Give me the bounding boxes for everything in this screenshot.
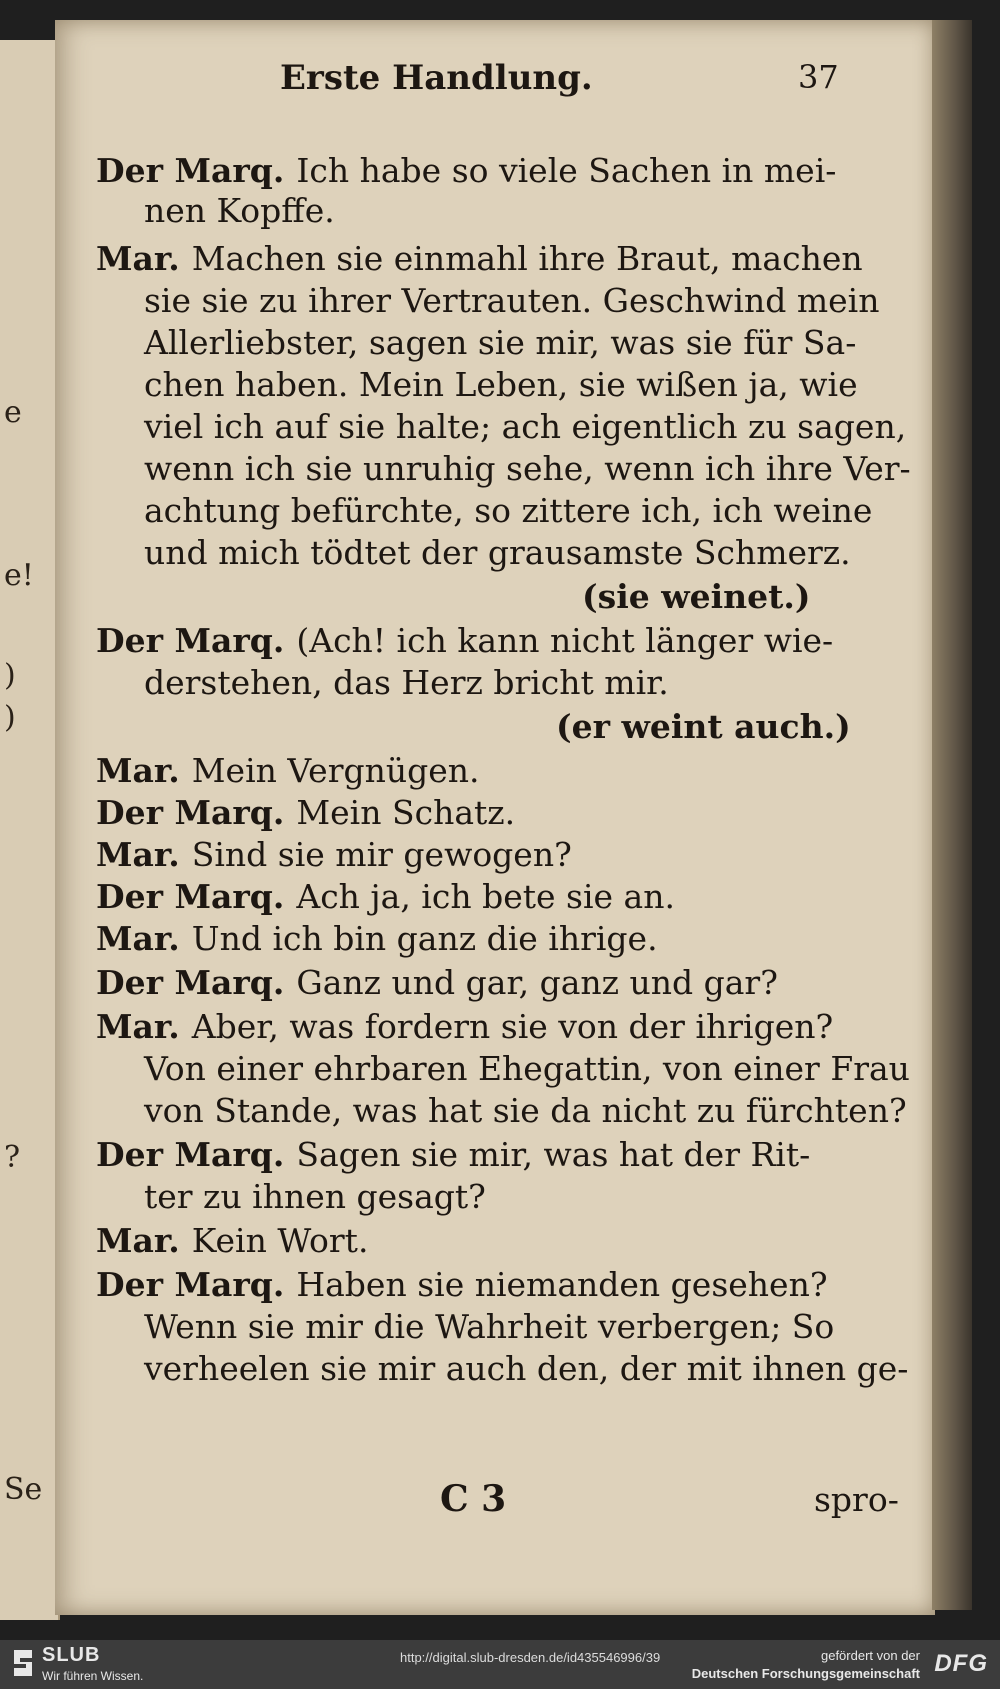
funded-by-line2: Deutschen Forschungsgemeinschaft [691, 1666, 920, 1681]
dialogue-line [96, 322, 856, 364]
speaker-name: Der Marq. [96, 793, 285, 832]
dialogue-line [96, 1090, 907, 1132]
running-title: Erste Handlung. [280, 58, 593, 98]
dfg-logo[interactable]: DFG [934, 1650, 988, 1677]
speaker-name: Mar. [96, 751, 180, 790]
left-fragment: ? [4, 1140, 21, 1175]
speaker-name: Der Marq. [96, 151, 285, 190]
permalink-url[interactable]: http://digital.slub-dresden.de/id435546996/39 [400, 1650, 661, 1665]
line-text: Ich habe so viele Sachen in mei- [296, 151, 837, 190]
dialogue-line [96, 792, 515, 834]
speaker-name: Der Marq. [96, 621, 285, 660]
dialogue-line [96, 620, 833, 662]
left-fragment: e [4, 395, 22, 430]
dialogue-line [96, 918, 658, 960]
speaker-name: Mar. [96, 1007, 180, 1046]
line-text: Und ich bin ganz die ihrige. [191, 919, 658, 958]
catchword: spro- [814, 1480, 899, 1519]
dialogue-line [96, 238, 863, 280]
line-text: von Stande, was hat sie da nicht zu fürchten? [144, 1091, 907, 1130]
library-name[interactable]: SLUB [42, 1644, 101, 1666]
left-fragment: e! [4, 558, 34, 593]
line-text: Von einer ehrbaren Ehegattin, von einer Frau [144, 1049, 910, 1088]
dialogue-line [96, 1220, 368, 1262]
speaker-name: Mar. [96, 239, 180, 278]
dialogue-line [96, 150, 836, 192]
line-text: Ach ja, ich bete sie an. [296, 877, 675, 916]
stage-direction [582, 576, 811, 618]
dialogue-line [96, 834, 572, 876]
line-text: sie sie zu ihrer Vertrauten. Geschwind mein [144, 281, 880, 320]
line-text: Mein Vergnügen. [191, 751, 480, 790]
line-text: Machen sie einmahl ihre Braut, machen [191, 239, 863, 278]
left-fragment: Se [4, 1472, 43, 1507]
dialogue-line [96, 280, 879, 322]
left-fragment: ) [4, 700, 16, 735]
speaker-name: Der Marq. [96, 1135, 285, 1174]
line-text: (Ach! ich kann nicht länger wie- [296, 621, 834, 660]
dialogue-line [96, 364, 858, 406]
dialogue-line [96, 1134, 810, 1176]
line-text: Kein Wort. [191, 1221, 369, 1260]
library-tagline: Wir führen Wissen. [42, 1669, 144, 1683]
line-text: Sagen sie mir, was hat der Rit- [296, 1135, 811, 1174]
funded-by-line1: gefördert von der [820, 1648, 920, 1663]
line-text: viel ich auf sie halte; ach eigentlich zu sagen, [144, 407, 907, 446]
speaker-name: Der Marq. [96, 877, 285, 916]
line-text: (sie weinet.) [582, 577, 811, 616]
speaker-name: Mar. [96, 1221, 180, 1260]
line-text: derstehen, das Herz bricht mir. [144, 663, 669, 702]
line-text: (er weint auch.) [556, 707, 851, 746]
dialogue-line [96, 1348, 908, 1390]
left-fragment: ) [4, 658, 16, 693]
dialogue-line [96, 1048, 910, 1090]
line-text: wenn ich sie unruhig sehe, wenn ich ihre Ver- [144, 449, 911, 488]
line-text: ter zu ihnen gesagt? [144, 1177, 486, 1216]
line-text: verheelen sie mir auch den, der mit ihnen ge- [144, 1349, 909, 1388]
stage-direction [556, 706, 851, 748]
line-text: Sind sie mir gewogen? [191, 835, 572, 874]
dialogue-line [96, 876, 675, 918]
line-text: Wenn sie mir die Wahrheit verbergen; So [144, 1307, 835, 1346]
previous-page-edge [0, 40, 60, 1620]
dialogue-line [96, 532, 851, 574]
line-text: Aber, was fordern sie von der ihrigen? [191, 1007, 834, 1046]
line-text: chen haben. Mein Leben, sie wißen ja, wie [144, 365, 858, 404]
speaker-name: Mar. [96, 919, 180, 958]
line-text: nen Kopffe. [144, 191, 335, 230]
dialogue-line [96, 190, 335, 232]
line-text: Haben sie niemanden gesehen? [296, 1265, 828, 1304]
dialogue-line [96, 662, 669, 704]
dialogue-line [96, 1006, 833, 1048]
dialogue-line [96, 448, 911, 490]
line-text: und mich tödtet der grausamste Schmerz. [144, 533, 851, 572]
line-text: achtung befürchte, so zittere ich, ich weine [144, 491, 873, 530]
dialogue-line [96, 1176, 486, 1218]
line-text: Allerliebster, sagen sie mir, was sie für Sa- [144, 323, 857, 362]
line-text: Ganz und gar, ganz und gar? [296, 963, 778, 1002]
dialogue-line [96, 1264, 828, 1306]
viewer-footer [0, 1640, 1000, 1689]
line-text: Mein Schatz. [296, 793, 516, 832]
dialogue-line [96, 1306, 834, 1348]
dialogue-line [96, 490, 872, 532]
page-number: 37 [798, 58, 839, 96]
dialogue-line [96, 750, 480, 792]
speaker-name: Der Marq. [96, 1265, 285, 1304]
speaker-name: Der Marq. [96, 963, 285, 1002]
slub-logo-icon[interactable] [10, 1648, 36, 1678]
dialogue-line [96, 962, 778, 1004]
speaker-name: Mar. [96, 835, 180, 874]
signature-mark: C 3 [440, 1478, 507, 1520]
dialogue-line [96, 406, 906, 448]
page-block-edge [932, 20, 972, 1610]
